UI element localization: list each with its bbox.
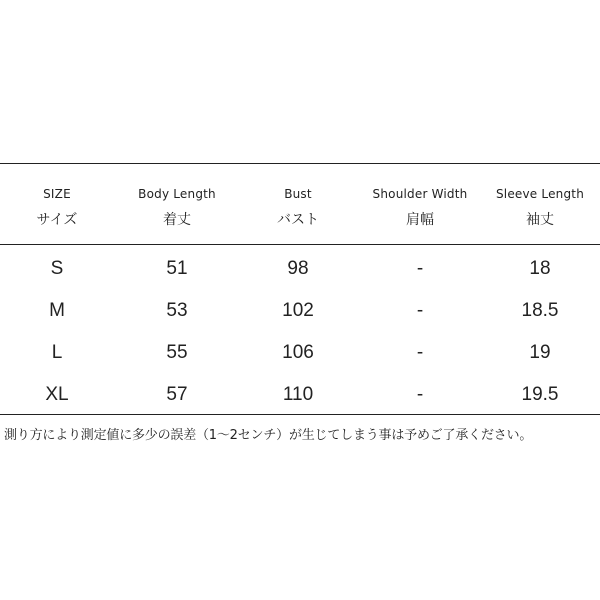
cell-m-bust: 102 — [282, 300, 314, 321]
cell-l-sleeve-length: 19 — [529, 342, 551, 363]
cell-s-size: S — [50, 258, 64, 279]
header-shoulder-width-ja: 肩幅 — [406, 212, 434, 228]
cell-l-size: L — [51, 342, 63, 363]
cell-l-bust: 106 — [282, 342, 314, 363]
cell-m-sleeve-length: 18.5 — [521, 300, 559, 321]
cell-m-body-length: 53 — [166, 300, 188, 321]
cell-s-body-length: 51 — [166, 258, 188, 279]
cell-l-body-length: 55 — [166, 342, 188, 363]
cell-xl-shoulder-width: - — [416, 384, 424, 405]
cell-xl-size: XL — [45, 384, 69, 405]
cell-l-shoulder-width: - — [416, 342, 424, 363]
cell-s-sleeve-length: 18 — [529, 258, 551, 279]
header-sleeve-length-ja: 袖丈 — [526, 212, 554, 228]
cell-xl-bust: 110 — [282, 384, 314, 405]
cell-m-shoulder-width: - — [416, 300, 424, 321]
header-bust-en: Bust — [284, 187, 312, 201]
cell-s-shoulder-width: - — [416, 258, 424, 279]
top-rule — [0, 163, 600, 164]
header-body-length-ja: 着丈 — [163, 212, 191, 228]
cell-xl-body-length: 57 — [166, 384, 188, 405]
header-body-length-en: Body Length — [138, 187, 216, 201]
cell-s-bust: 98 — [287, 258, 309, 279]
header-rule — [0, 244, 600, 245]
cell-m-size: M — [49, 300, 65, 321]
header-size-en: SIZE — [43, 187, 71, 201]
bottom-rule — [0, 414, 600, 415]
cell-xl-sleeve-length: 19.5 — [521, 384, 559, 405]
header-bust-ja: バスト — [277, 212, 319, 228]
header-sleeve-length-en: Sleeve Length — [495, 187, 585, 201]
measurement-note: 測り方により測定値に多少の誤差（1〜2センチ）が生じてしまう事は予めご了承ください。 — [4, 428, 533, 443]
header-size-ja: サイズ — [36, 212, 78, 228]
header-shoulder-width-en: Shoulder Width — [372, 187, 468, 201]
